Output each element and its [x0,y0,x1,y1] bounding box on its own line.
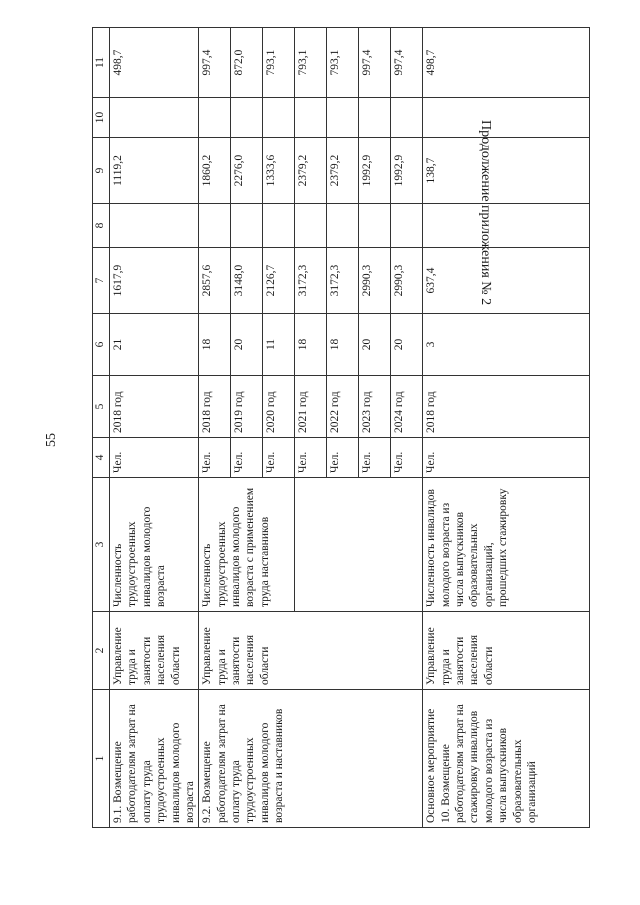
value-cell: 997,4 [199,28,231,98]
unit-cell: Чел. [295,438,327,478]
value-cell: 793,1 [327,28,359,98]
value-cell: 1992,9 [359,138,391,204]
value-cell: 2990,3 [359,248,391,314]
value-cell: 2990,3 [391,248,423,314]
value-cell: 1617,9 [110,248,199,314]
value-cell: 872,0 [231,28,263,98]
value-cell [263,98,295,138]
unit-cell: Чел. [391,438,423,478]
year-cell: 2018 год [423,376,590,438]
value-cell [199,98,231,138]
column-number: 3 [93,478,110,612]
column-number: 4 [93,438,110,478]
value-cell [327,204,359,248]
value-cell [359,98,391,138]
unit-cell: Чел. [110,438,199,478]
value-cell: 2379,2 [327,138,359,204]
column-number: 7 [93,248,110,314]
value-cell [359,204,391,248]
measure-name-cell: Основное мероприятие 10. Возмещение работодателям затрат на стажировку инвалидов молодого возраста из числа выпускников образовательных организаций [423,690,590,828]
unit-cell: Чел. [327,438,359,478]
value-cell: 138,7 [423,138,590,204]
value-cell: 498,7 [423,28,590,98]
value-cell: 18 [327,314,359,376]
indicator-cell: Численность инвалидов молодого возраста из числа выпускников образовательных организаций, прошедших стажировку [423,478,590,612]
table-row [423,28,590,828]
measure-name-cell: 9.1. Возмещение работодателям затрат на оплату труда трудоустроенных инвалидов молодого возраста [110,690,199,828]
year-cell: 2018 год [199,376,231,438]
value-cell: 3172,3 [327,248,359,314]
value-cell [327,98,359,138]
executor-cell: Управление труда и занятости населения области [423,612,590,690]
value-cell [199,204,231,248]
value-cell: 997,4 [359,28,391,98]
column-number: 9 [93,138,110,204]
column-number: 8 [93,204,110,248]
value-cell [295,204,327,248]
year-cell: 2020 год [263,376,295,438]
value-cell: 20 [231,314,263,376]
value-cell: 21 [110,314,199,376]
value-cell: 1860,2 [199,138,231,204]
unit-cell: Чел. [199,438,231,478]
value-cell: 3 [423,314,590,376]
column-number-row [93,28,110,828]
indicator-cell: Численность трудоустроенных инвалидов молодого возраста с применением труда наставников [199,478,295,612]
value-cell: 11 [263,314,295,376]
program-table [92,27,590,828]
column-number: 10 [93,98,110,138]
value-cell: 793,1 [263,28,295,98]
value-cell [110,98,199,138]
year-cell: 2019 год [231,376,263,438]
value-cell [391,204,423,248]
value-cell: 20 [359,314,391,376]
value-cell: 1992,9 [391,138,423,204]
value-cell: 793,1 [295,28,327,98]
column-number: 2 [93,612,110,690]
value-cell: 2126,7 [263,248,295,314]
year-cell: 2023 год [359,376,391,438]
value-cell [391,98,423,138]
unit-cell: Чел. [263,438,295,478]
value-cell [423,98,590,138]
column-number: 5 [93,376,110,438]
value-cell [263,204,295,248]
value-cell: 997,4 [391,28,423,98]
year-cell: 2022 год [327,376,359,438]
value-cell: 1333,6 [263,138,295,204]
column-number: 1 [93,690,110,828]
value-cell [295,98,327,138]
value-cell: 3148,0 [231,248,263,314]
measure-name-cell: 9.2. Возмещение работодателям затрат на оплату труда трудоустроенных инвалидов молодого возраста и наставников [199,690,423,828]
value-cell: 20 [391,314,423,376]
year-cell: 2018 год [110,376,199,438]
unit-cell: Чел. [231,438,263,478]
unit-cell: Чел. [359,438,391,478]
table-row [110,28,199,828]
page-number: 55 [44,433,59,447]
executor-cell: Управление труда и занятости населения области [110,612,199,690]
year-cell: 2024 год [391,376,423,438]
year-cell: 2021 год [295,376,327,438]
value-cell [110,204,199,248]
program-table-wrapper [92,28,590,828]
value-cell: 2276,0 [231,138,263,204]
value-cell: 498,7 [110,28,199,98]
value-cell [423,204,590,248]
column-number: 6 [93,314,110,376]
value-cell: 2379,2 [295,138,327,204]
unit-cell: Чел. [423,438,590,478]
indicator-cell: Численность трудоустроенных инвалидов молодого возраста [110,478,199,612]
value-cell [231,204,263,248]
value-cell: 2857,6 [199,248,231,314]
value-cell: 637,4 [423,248,590,314]
value-cell [231,98,263,138]
value-cell: 1119,2 [110,138,199,204]
table-row [199,28,231,828]
executor-cell: Управление труда и занятости населения области [199,612,423,690]
value-cell: 18 [199,314,231,376]
value-cell: 18 [295,314,327,376]
indicator-cell-empty [295,478,423,612]
appendix-continuation-note: Продолжение приложения № 2 [478,120,493,306]
column-number: 11 [93,28,110,98]
value-cell: 3172,3 [295,248,327,314]
